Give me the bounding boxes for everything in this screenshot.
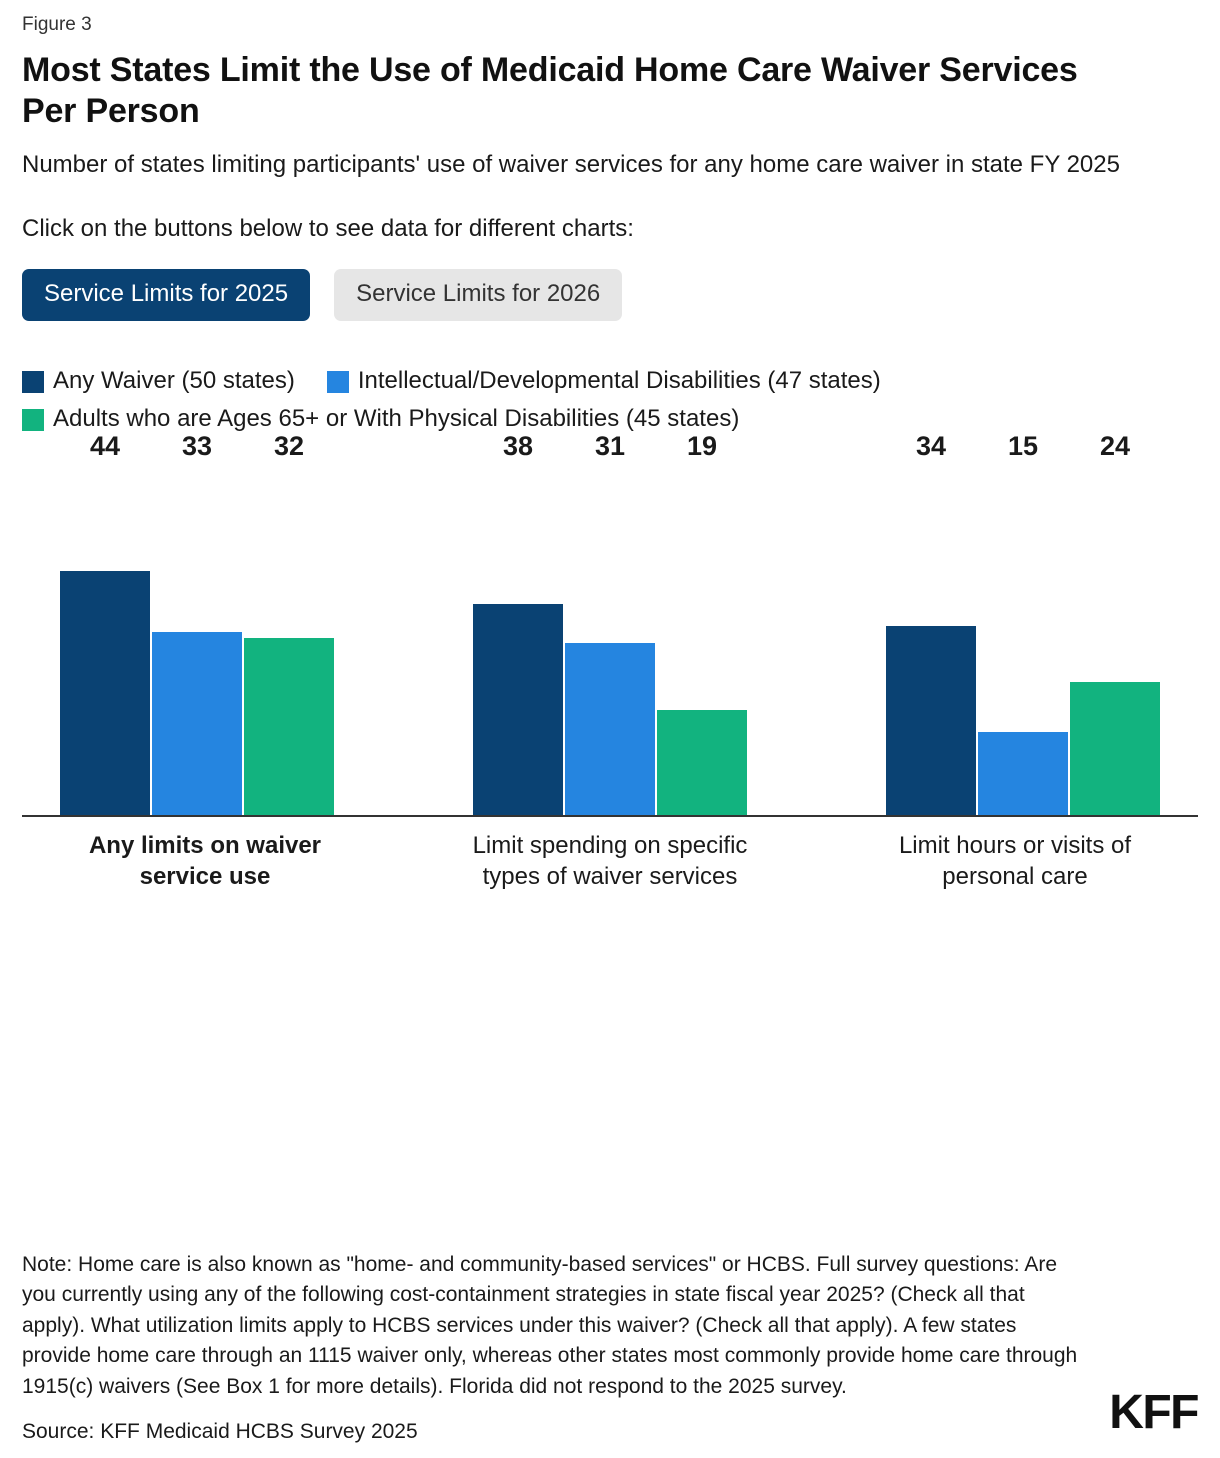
bar-chart: [22, 431, 1198, 899]
bar-group-any-limits: [60, 431, 334, 815]
bar-idd[interactable]: [152, 632, 242, 815]
bar-value-label: 24: [1099, 431, 1131, 462]
bar-wrap: [886, 431, 976, 815]
bar-wrap: [657, 431, 747, 815]
bar-wrap: [1070, 431, 1160, 815]
category-label-limit-hours: Limit hours or visits of personal care: [898, 832, 1132, 890]
bar-value-label: 34: [915, 431, 947, 462]
legend-label: Adults who are Ages 65+ or With Physical Disabilities (45 states): [53, 405, 740, 433]
chart-footer: [22, 1250, 1198, 1444]
bar-value-label: 38: [502, 431, 534, 462]
bar-value-label: 19: [686, 431, 718, 462]
chart-subtitle: Number of states limiting participants' use of waiver services for any home care waiver in state FY 2025: [22, 150, 1120, 178]
figure-label: Figure 3: [22, 14, 92, 35]
bar-value-label: 33: [181, 431, 213, 462]
chart-legend: [22, 367, 1198, 433]
kff-logo: KFF: [1109, 1386, 1198, 1439]
category-label-limit-spending: Limit spending on specific types of waiver services: [472, 832, 748, 890]
category-label-any-limits: Any limits on waiver service use: [88, 832, 322, 890]
bar-wrap: [152, 431, 242, 815]
bar-adults-65plus[interactable]: [1070, 682, 1160, 815]
chart-toggle-buttons: [22, 269, 1198, 321]
bar-wrap: [60, 431, 150, 815]
legend-label: Any Waiver (50 states): [53, 367, 295, 395]
bar-group-limit-hours: [886, 431, 1160, 815]
bar-wrap: [565, 431, 655, 815]
bar-any-waiver[interactable]: [473, 604, 563, 815]
bar-adults-65plus[interactable]: [244, 638, 334, 815]
legend-swatch-icon: [327, 371, 349, 393]
chart-plot-area: [22, 431, 1198, 817]
page-title: Most States Limit the Use of Medicaid Home Care Waiver Services Per Person: [22, 51, 1078, 131]
button-service-limits-2026[interactable]: Service Limits for 2026: [334, 269, 622, 321]
chart-note: Note: Home care is also known as "home- and community-based services" or HCBS. Full survey questions: Are you currently using any of the following cost-containment strategies in state fiscal year 2025? (Check all that apply). What utilization limits apply to HCBS services under this waiver? (Check all that apply). A few states provide home care through an 1115 waiver only, whereas other states most commonly provide home care through 1915(c) waivers (See Box 1 for more details). Florida did not respond to the 2025 survey.: [22, 1252, 1078, 1398]
chart-category-labels: [22, 831, 1198, 892]
bar-any-waiver[interactable]: [886, 626, 976, 815]
bar-value-label: 31: [594, 431, 626, 462]
button-service-limits-2025[interactable]: Service Limits for 2025: [22, 269, 310, 321]
bar-value-label: 15: [1007, 431, 1039, 462]
chart-source: Source: KFF Medicaid HCBS Survey 2025: [22, 1420, 418, 1443]
legend-swatch-icon: [22, 371, 44, 393]
bar-idd[interactable]: [565, 643, 655, 815]
legend-label: Intellectual/Developmental Disabilities (47 states): [357, 367, 881, 395]
bar-group-limit-spending: [473, 431, 747, 815]
legend-item-adults-65plus[interactable]: [22, 405, 739, 433]
bar-value-label: 32: [273, 431, 305, 462]
bar-wrap: [978, 431, 1068, 815]
legend-swatch-icon: [22, 409, 44, 431]
bar-value-label: 44: [89, 431, 121, 462]
bar-idd[interactable]: [978, 732, 1068, 815]
bar-wrap: [473, 431, 563, 815]
legend-item-idd[interactable]: [327, 367, 881, 395]
bar-adults-65plus[interactable]: [657, 710, 747, 815]
bar-any-waiver[interactable]: [60, 571, 150, 815]
legend-item-any-waiver[interactable]: [22, 367, 295, 395]
bar-wrap: [244, 431, 334, 815]
instruction-text: Click on the buttons below to see data for different charts:: [22, 215, 634, 243]
